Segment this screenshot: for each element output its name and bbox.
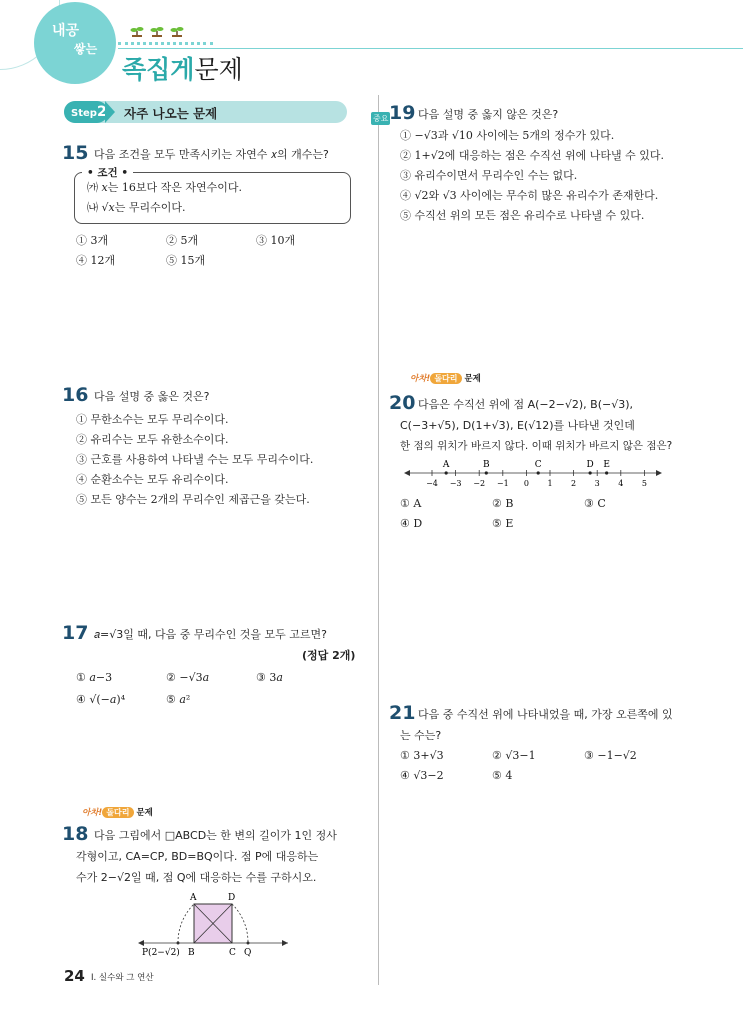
page-number: 24 xyxy=(64,967,85,985)
tick-label: −4 xyxy=(426,479,438,488)
question-line: C(−3+√5), D(1+√3), E(√12)를 나타낸 것인데 xyxy=(400,419,635,432)
question-line: 각형이고, CA=CP, BD=BQ이다. 점 P에 대응하는 xyxy=(76,850,319,863)
axis-arrow xyxy=(656,470,662,476)
option[interactable]: ⑤ E xyxy=(492,517,514,530)
label-p: P(2−√2) xyxy=(142,948,180,958)
option[interactable]: ① 3개 xyxy=(76,234,109,247)
label-d: D xyxy=(228,893,236,903)
condition-tag: • 조건 • xyxy=(82,165,133,180)
question-number: 18 xyxy=(62,823,89,845)
option[interactable]: ④ 12개 xyxy=(76,254,116,267)
header-tab-line1: 내공 xyxy=(52,23,80,39)
point-label: D xyxy=(586,460,594,470)
label-c: C xyxy=(229,948,236,958)
option[interactable]: ① 무한소수는 모두 무리수이다. xyxy=(76,413,229,426)
question-number: 17 xyxy=(62,622,89,644)
question-number: 21 xyxy=(389,702,416,724)
option[interactable]: ⑤ 4 xyxy=(492,769,513,782)
option[interactable]: ② −√3𝑎 xyxy=(166,671,210,684)
point-label: A xyxy=(442,460,450,470)
tick-label: 4 xyxy=(618,479,624,488)
header-rule xyxy=(118,48,743,49)
point-e xyxy=(605,471,608,474)
option[interactable]: ① A xyxy=(400,497,422,510)
option[interactable]: ① −√3과 √10 사이에는 5개의 정수가 있다. xyxy=(400,129,615,142)
point-label: C xyxy=(534,460,542,470)
tick-label: −2 xyxy=(473,479,486,488)
section-label: Ⅰ. 실수와 그 연산 xyxy=(91,973,154,983)
option[interactable]: ⑤ 15개 xyxy=(166,254,206,267)
option[interactable]: ③ −1−√2 xyxy=(584,749,637,762)
arc-bd xyxy=(232,904,248,943)
axis-arrow xyxy=(138,940,144,946)
question-number: 20 xyxy=(389,392,416,414)
important-badge: 중요 xyxy=(373,114,389,123)
point-b xyxy=(485,471,488,474)
point-label: B xyxy=(482,460,490,470)
question-line: 수가 2−√2일 때, 점 Q에 대응하는 수를 구하시오. xyxy=(76,871,317,884)
option[interactable]: ③ 근호를 사용하여 나타낼 수는 모두 무리수이다. xyxy=(76,453,314,466)
option[interactable]: ② 5개 xyxy=(166,234,199,247)
tick-label: −3 xyxy=(449,479,462,488)
option[interactable]: ③ C xyxy=(584,497,606,510)
square-figure xyxy=(138,890,298,960)
sprout-icon xyxy=(150,25,164,37)
option[interactable]: ② 1+√2에 대응하는 점은 수직선 위에 나타낼 수 있다. xyxy=(400,149,664,162)
option[interactable]: ③ 3𝑎 xyxy=(256,671,283,684)
point-p xyxy=(177,942,180,945)
tick-label: 1 xyxy=(547,479,553,488)
header-dots xyxy=(118,42,213,45)
question-line: 한 점의 위치가 바르지 않다. 이때 위치가 바르지 않은 점은? xyxy=(400,440,673,452)
question-stem: 𝑎=√3일 때, 다음 중 무리수인 것을 모두 고르면? xyxy=(94,628,328,641)
question-line: 는 수는? xyxy=(400,729,442,742)
sprout-icon xyxy=(130,25,144,37)
option[interactable]: ④ D xyxy=(400,517,423,530)
option[interactable]: ④ √3−2 xyxy=(400,769,444,782)
tick-label: 0 xyxy=(523,479,529,488)
option-list xyxy=(76,410,313,510)
option[interactable]: ② √3−1 xyxy=(492,749,536,762)
axis-arrow xyxy=(282,940,288,946)
option[interactable]: ③ 유리수이면서 무리수인 수는 없다. xyxy=(400,169,578,182)
option[interactable]: ④ √(−𝑎)⁴ xyxy=(76,693,126,706)
question-number: 19 xyxy=(389,102,416,124)
option[interactable]: ⑤ 모든 양수는 2개의 무리수인 제곱근을 갖는다. xyxy=(76,493,310,506)
option[interactable]: ④ √2와 √3 사이에는 무수히 많은 유리수가 존재한다. xyxy=(400,189,659,202)
question-line: 다음은 수직선 위에 점 A(−2−√2), B(−√3), xyxy=(418,398,634,411)
number-line-figure xyxy=(402,458,664,490)
point-label: E xyxy=(603,460,610,470)
option[interactable]: ⑤ 𝑎² xyxy=(166,693,191,706)
axis-arrow xyxy=(404,470,410,476)
step-arrow xyxy=(105,101,115,123)
tick-label: −1 xyxy=(496,479,509,488)
option[interactable]: ② 유리수는 모두 유한소수이다. xyxy=(76,433,229,446)
label-b: B xyxy=(188,948,195,958)
sprout-icon xyxy=(170,25,184,37)
question-number: 16 xyxy=(62,384,89,406)
point-q xyxy=(247,942,250,945)
point-d xyxy=(589,471,592,474)
tick-label: 3 xyxy=(594,479,600,488)
option-list xyxy=(400,126,664,226)
column-divider xyxy=(378,95,379,985)
option[interactable]: ③ 10개 xyxy=(256,234,296,247)
step-pill: Step2 xyxy=(64,101,108,123)
option[interactable]: ⑤ 수직선 위의 모든 점은 유리수로 나타낼 수 있다. xyxy=(400,209,645,222)
kicker-label: 아차! 돌다리 문제 xyxy=(82,808,153,818)
option[interactable]: ② B xyxy=(492,497,514,510)
label-q: Q xyxy=(244,948,252,958)
kicker-label: 아차! 돌다리 문제 xyxy=(410,374,481,384)
point-a xyxy=(445,471,448,474)
arc-ca xyxy=(178,904,194,943)
point-c xyxy=(537,471,540,474)
condition-item: ㈏ √𝑥는 무리수이다. xyxy=(87,201,186,214)
page-title: 족집게문제 xyxy=(122,55,243,84)
label-a: A xyxy=(190,893,197,903)
question-line: 다음 중 수직선 위에 나타내었을 때, 가장 오른쪽에 있 xyxy=(418,708,673,721)
answer-note: (정답 2개) xyxy=(302,649,356,662)
option[interactable]: ① 3+√3 xyxy=(400,749,444,762)
header-tab-line2: 쌓는 xyxy=(74,42,98,56)
question-stem: 다음 조건을 모두 만족시키는 자연수 𝑥의 개수는? xyxy=(94,148,329,161)
option[interactable]: ④ 순환소수는 모두 유리수이다. xyxy=(76,473,229,486)
question-stem: 다음 설명 중 옳은 것은? xyxy=(94,390,210,403)
step-label: 자주 나오는 문제 xyxy=(124,106,218,121)
question-line: 다음 그림에서 □ABCD는 한 변의 길이가 1인 정사 xyxy=(94,829,337,842)
tick-label: 2 xyxy=(571,479,577,488)
condition-item: ㈎ 𝑥는 16보다 작은 자연수이다. xyxy=(87,181,242,194)
question-number: 15 xyxy=(62,142,89,164)
tick-label: 5 xyxy=(641,479,647,488)
question-stem: 다음 설명 중 옳지 않은 것은? xyxy=(418,108,559,121)
option[interactable]: ① 𝑎−3 xyxy=(76,671,113,684)
